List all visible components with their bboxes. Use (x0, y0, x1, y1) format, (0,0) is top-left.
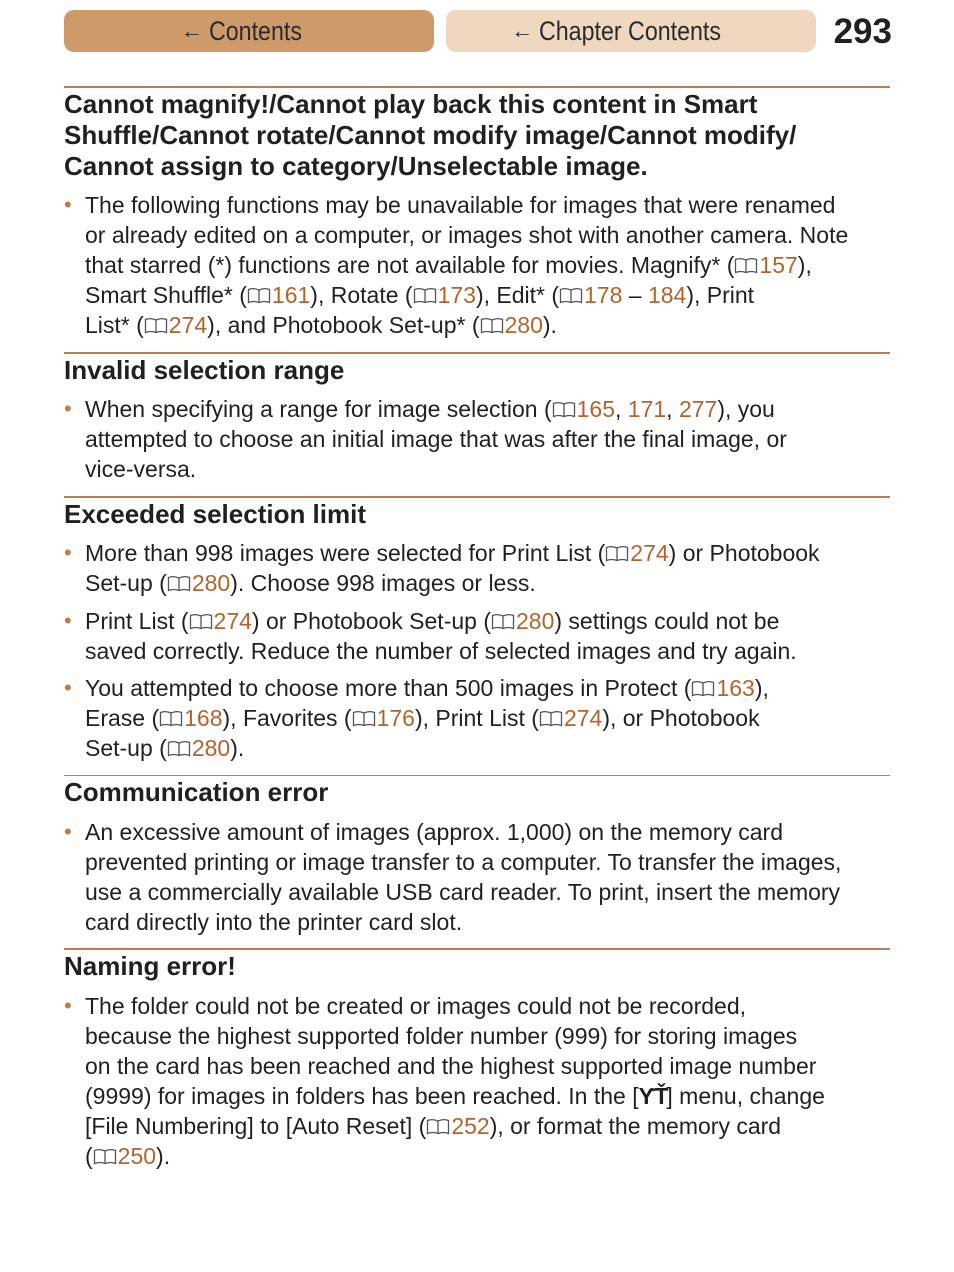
page-ref-link[interactable]: 163 (691, 675, 754, 701)
section-divider (64, 775, 890, 776)
page-number: 293 (833, 12, 892, 51)
list-item: • When specifying a range for image selection ( 165, 171, 277), you attempted to choose an initial image that was after the final image, or vice-versa. (64, 396, 787, 482)
list-item: • You attempted to choose more than 500 images in Protect ( 163), Erase ( 168), Favorites ( 176), Print List ( 274), or Photobook Set-up ( 280). (64, 675, 769, 761)
page-ref-link[interactable]: 280 (167, 570, 230, 596)
page-ref-link[interactable]: 250 (93, 1143, 156, 1169)
book-icon (93, 1148, 117, 1165)
book-icon (491, 613, 515, 630)
page-ref-link[interactable]: 252 (426, 1113, 489, 1139)
book-icon (734, 257, 758, 274)
page-ref-link[interactable]: 274 (539, 705, 602, 731)
page-ref-link[interactable]: 280 (167, 735, 230, 761)
setup-menu-icon: ƳŤ (638, 1083, 667, 1109)
book-icon (167, 575, 191, 592)
book-icon (480, 317, 504, 334)
page-ref-link[interactable]: 157 (734, 252, 797, 278)
bullet-icon: • (64, 993, 72, 1018)
book-icon (552, 401, 576, 418)
book-icon (352, 710, 376, 727)
chapter-contents-button[interactable] (446, 10, 816, 52)
list-item: • Print List ( 274) or Photobook Set-up ( 280) settings could not be saved correctly. Reduce the number of selected images and try again. (64, 608, 797, 664)
section-divider (64, 948, 890, 950)
contents-button-label: Contents (208, 15, 302, 46)
section-heading-invalid-range: Invalid selection range (64, 355, 345, 385)
book-icon (691, 680, 715, 697)
page-ref-link[interactable]: 280 (480, 312, 543, 338)
book-icon (413, 287, 437, 304)
book-icon (539, 710, 563, 727)
list-item: • The folder could not be created or images could not be recorded, because the highest supported folder number (999) for storing images on the card has been reached and the highest supported image number (9999) for images in folders has been reached. In the [ƳŤ] menu, change [File Numbering] to [Auto Reset] ( 252), or format the memory card ( 250). (64, 993, 825, 1169)
arrow-left-icon: ← (180, 18, 203, 43)
page-ref-link[interactable]: 176 (352, 705, 415, 731)
bullet-icon: • (64, 819, 72, 844)
section-heading-communication-error: Communication error (64, 777, 329, 807)
page-ref-link[interactable]: 184 (647, 282, 687, 308)
page-ref-link[interactable]: 168 (159, 705, 222, 731)
page-ref-link[interactable]: 161 (247, 282, 310, 308)
page-ref-link[interactable]: 280 (491, 608, 554, 634)
page-ref-link[interactable]: 165 (552, 396, 615, 422)
book-icon (605, 545, 629, 562)
book-icon (426, 1118, 450, 1135)
section-divider (64, 496, 890, 498)
section-heading-exceeded-limit: Exceeded selection limit (64, 499, 367, 529)
book-icon (144, 317, 168, 334)
book-icon (559, 287, 583, 304)
bullet-icon: • (64, 540, 72, 565)
section-divider (64, 352, 890, 354)
book-icon (167, 740, 191, 757)
page-ref-link[interactable]: 274 (144, 312, 207, 338)
arrow-left-icon: ← (511, 18, 534, 43)
list-item: • The following functions may be unavailable for images that were renamed or already edited on a computer, or images shot with another camera. Note that starred (*) functions are not available for movies. Magnify* ( 157), Smart Shuffle* ( 161), Rotate ( 173), Edit* ( 178 – 184), Print List* ( 274), and Photobook Set-up* ( 280). (64, 192, 849, 338)
bullet-icon: • (64, 192, 72, 217)
page-ref-link[interactable]: 171 (627, 396, 667, 422)
bullet-icon: • (64, 675, 72, 700)
book-icon (247, 287, 271, 304)
section-heading-cannot-magnify: Cannot magnify!/Cannot play back this content in Smart Shuffle/Cannot rotate/Cannot modify image/Cannot modify/ Cannot assign to category/Unselectable image. (64, 89, 797, 181)
section-divider (64, 86, 890, 88)
chapter-contents-button-label: Chapter Contents (539, 15, 722, 46)
list-item: • More than 998 images were selected for Print List ( 274) or Photobook Set-up ( 280). Choose 998 images or less. (64, 540, 820, 596)
bullet-icon: • (64, 608, 72, 633)
list-item: • An excessive amount of images (approx. 1,000) on the memory card prevented printing or image transfer to a computer. To transfer the images, use a commercially available USB card reader. To print, insert the memory card directly into the printer card slot. (64, 819, 842, 935)
book-icon (159, 710, 183, 727)
page-ref-link[interactable]: 173 (413, 282, 476, 308)
page-ref-link[interactable]: 274 (605, 540, 668, 566)
page-ref-link[interactable]: 274 (189, 608, 252, 634)
bullet-icon: • (64, 396, 72, 421)
contents-button[interactable] (64, 10, 434, 52)
page-ref-link[interactable]: 277 (678, 396, 718, 422)
book-icon (189, 613, 213, 630)
section-heading-naming-error: Naming error! (64, 951, 236, 981)
page-ref-link[interactable]: 178 (559, 282, 622, 308)
